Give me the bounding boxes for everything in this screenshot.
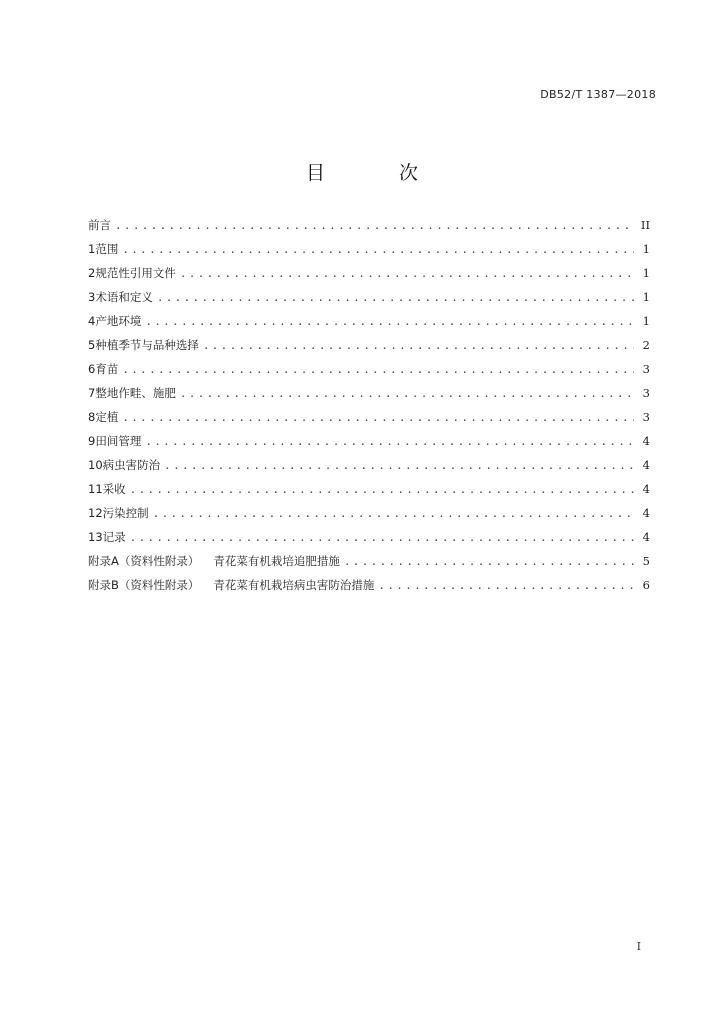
toc-entry-label: 病虫害防治 xyxy=(102,458,161,472)
toc-entry-label: 污染控制 xyxy=(102,506,149,520)
toc-entry-10[interactable] xyxy=(88,457,650,481)
toc-entry-5[interactable] xyxy=(88,337,650,361)
toc-title: 目 次 xyxy=(305,162,453,184)
appendix-prefix: 附录A（资料性附录） xyxy=(88,554,200,568)
toc-entry-2[interactable] xyxy=(88,265,650,289)
toc-dot-leader xyxy=(145,435,634,448)
toc-dot-leader xyxy=(203,339,634,352)
toc-entry-appendix-b[interactable] xyxy=(88,577,650,601)
toc-entry-page: 4 xyxy=(642,506,650,520)
toc-entry-7[interactable] xyxy=(88,385,650,409)
toc-entry-label: 定植 xyxy=(95,410,119,424)
appendix-title: 青花菜有机栽培追肥措施 xyxy=(213,554,340,568)
toc-entry-label: 前言 xyxy=(88,218,111,232)
toc-dot-leader xyxy=(180,387,634,400)
toc-entry-6[interactable] xyxy=(88,361,650,385)
toc-entry-appendix-a[interactable] xyxy=(88,553,650,577)
toc-entry-page: 3 xyxy=(642,410,650,424)
toc-dot-leader xyxy=(130,531,634,544)
toc-entry-9[interactable] xyxy=(88,433,650,457)
page-number: I xyxy=(636,940,641,953)
toc-dot-leader xyxy=(344,555,634,568)
toc-entry-number: 7 xyxy=(88,386,96,400)
toc-entry-label: 记录 xyxy=(102,530,126,544)
toc-entry-8[interactable] xyxy=(88,409,650,433)
toc-entry-label: 种植季节与品种选择 xyxy=(95,338,199,352)
toc-entry-label: 术语和定义 xyxy=(95,290,153,304)
toc-dot-leader xyxy=(164,459,634,472)
toc-entry-number: 12 xyxy=(88,506,103,520)
toc-entry-page: 4 xyxy=(642,530,650,544)
toc-entry-12[interactable] xyxy=(88,505,650,529)
toc-entry-number: 9 xyxy=(88,434,96,448)
toc-entry-number: 11 xyxy=(88,482,103,496)
toc-dot-leader xyxy=(122,363,634,376)
toc-dot-leader xyxy=(122,411,634,424)
toc-entry-number: 2 xyxy=(88,266,96,280)
toc-entry-number: 4 xyxy=(88,314,96,328)
toc-entry-4[interactable] xyxy=(88,313,650,337)
toc-entry-label: 范围 xyxy=(95,242,119,256)
toc-dot-leader xyxy=(145,315,634,328)
toc-entry-page: 1 xyxy=(642,242,650,256)
toc-entry-number: 3 xyxy=(88,290,96,304)
toc-dot-leader xyxy=(180,267,634,280)
toc-entry-number: 13 xyxy=(88,530,103,544)
toc-entry-number: 8 xyxy=(88,410,96,424)
toc-entry-page: 3 xyxy=(642,386,650,400)
toc-entry-11[interactable] xyxy=(88,481,650,505)
toc-entry-number: 5 xyxy=(88,338,96,352)
toc-entry-number: 6 xyxy=(88,362,96,376)
toc-dot-leader xyxy=(130,483,634,496)
toc-entry-foreword[interactable] xyxy=(88,217,650,241)
toc-dot-leader xyxy=(378,579,634,592)
toc-entry-label: 采收 xyxy=(102,482,126,496)
toc-entry-label: 规范性引用文件 xyxy=(95,266,176,280)
toc-entry-number: 10 xyxy=(88,458,103,472)
toc-entry-page: 4 xyxy=(642,482,650,496)
toc-entry-13[interactable] xyxy=(88,529,650,553)
toc-entry-page: 4 xyxy=(642,458,650,472)
toc-entry-page: 1 xyxy=(642,314,650,328)
toc-entry-page: 4 xyxy=(642,434,650,448)
appendix-title: 青花菜有机栽培病虫害防治措施 xyxy=(213,578,375,592)
toc-entry-label: 田间管理 xyxy=(95,434,142,448)
toc-entry-page: II xyxy=(640,218,650,232)
document-code: DB52/T 1387—2018 xyxy=(540,88,656,101)
toc-entry-label: 产地环境 xyxy=(95,314,142,328)
toc-list xyxy=(88,217,650,601)
toc-entry-page: 2 xyxy=(642,338,650,352)
toc-dot-leader xyxy=(122,243,634,256)
toc-entry-page: 6 xyxy=(642,578,650,592)
toc-entry-page: 5 xyxy=(642,554,650,568)
toc-dot-leader xyxy=(115,219,634,232)
toc-dot-leader xyxy=(157,291,634,304)
toc-entry-3[interactable] xyxy=(88,289,650,313)
toc-entry-1[interactable] xyxy=(88,241,650,265)
toc-dot-leader xyxy=(153,507,634,520)
toc-entry-label: 育苗 xyxy=(95,362,119,376)
toc-entry-page: 1 xyxy=(642,290,650,304)
appendix-prefix: 附录B（资料性附录） xyxy=(88,578,200,592)
toc-entry-page: 3 xyxy=(642,362,650,376)
toc-entry-number: 1 xyxy=(88,242,96,256)
toc-entry-label: 整地作畦、施肥 xyxy=(95,386,176,400)
toc-entry-page: 1 xyxy=(642,266,650,280)
